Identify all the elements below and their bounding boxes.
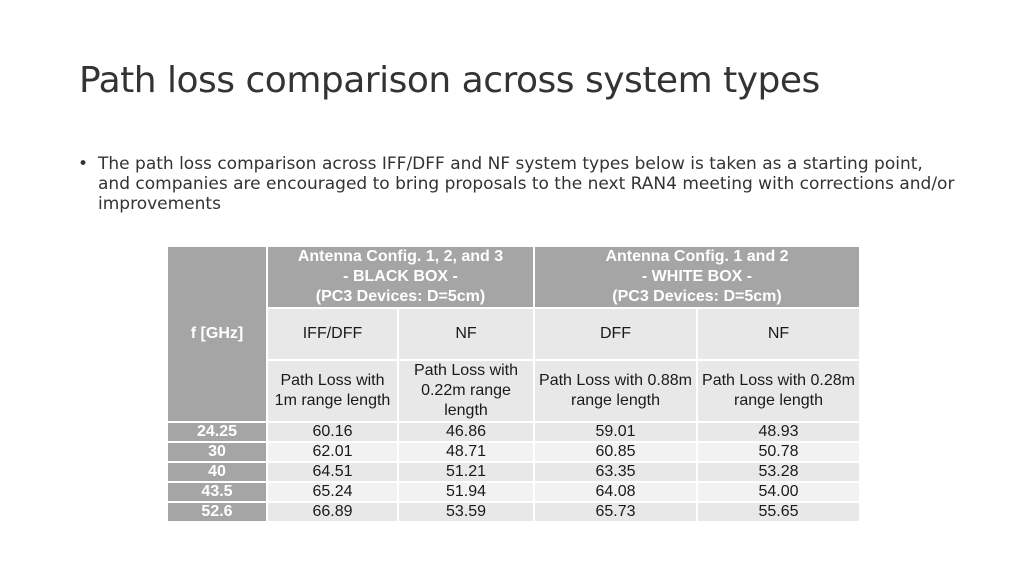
value-cell: 60.16 <box>267 422 398 442</box>
value-cell: 65.24 <box>267 482 398 502</box>
group-header-line: (PC3 Devices: D=5cm) <box>315 288 486 305</box>
value-cell: 54.00 <box>697 482 860 502</box>
value-cell: 66.89 <box>267 502 398 522</box>
table-row <box>167 422 860 442</box>
value-cell: 64.51 <box>267 462 398 482</box>
desc-header: Path Loss with 0.28m range length <box>697 360 860 422</box>
bullet-icon: • <box>78 154 89 174</box>
value-cell: 46.86 <box>398 422 534 442</box>
group-header-line: Antenna Config. 1, 2, and 3 <box>297 248 504 265</box>
value-cell: 53.59 <box>398 502 534 522</box>
value-cell: 60.85 <box>534 442 697 462</box>
freq-header: f [GHz] <box>167 246 267 422</box>
value-cell: 59.01 <box>534 422 697 442</box>
slide-title: Path loss comparison across system types <box>79 60 820 101</box>
group-header-line: - WHITE BOX - <box>641 268 753 285</box>
sub-header: DFF <box>534 308 697 360</box>
value-cell: 51.21 <box>398 462 534 482</box>
sub-header: IFF/DFF <box>267 308 398 360</box>
freq-cell: 43.5 <box>167 482 267 502</box>
value-cell: 64.08 <box>534 482 697 502</box>
desc-header: Path Loss with 0.22m range length <box>398 360 534 422</box>
group-header-white-box <box>534 246 860 308</box>
table-row <box>167 462 860 482</box>
value-cell: 55.65 <box>697 502 860 522</box>
desc-header: Path Loss with 0.88m range length <box>534 360 697 422</box>
group-header-line: (PC3 Devices: D=5cm) <box>612 288 782 305</box>
freq-cell: 30 <box>167 442 267 462</box>
bullet-point <box>78 154 958 214</box>
table-row <box>167 482 860 502</box>
value-cell: 63.35 <box>534 462 697 482</box>
freq-cell: 52.6 <box>167 502 267 522</box>
table-row <box>167 442 860 462</box>
group-header-black-box <box>267 246 534 308</box>
value-cell: 51.94 <box>398 482 534 502</box>
table-row <box>167 502 860 522</box>
value-cell: 48.93 <box>697 422 860 442</box>
freq-cell: 24.25 <box>167 422 267 442</box>
path-loss-table <box>166 245 861 523</box>
bullet-text: The path loss comparison across IFF/DFF and NF system types below is taken as a starting point, and companies are encouraged to bring proposals to the next RAN4 meeting with corrections and/or improvements <box>98 154 955 214</box>
value-cell: 65.73 <box>534 502 697 522</box>
value-cell: 50.78 <box>697 442 860 462</box>
sub-header: NF <box>697 308 860 360</box>
freq-cell: 40 <box>167 462 267 482</box>
group-header-line: Antenna Config. 1 and 2 <box>605 248 789 265</box>
group-header-line: - BLACK BOX - <box>343 268 458 285</box>
value-cell: 48.71 <box>398 442 534 462</box>
value-cell: 53.28 <box>697 462 860 482</box>
sub-header: NF <box>398 308 534 360</box>
value-cell: 62.01 <box>267 442 398 462</box>
desc-header: Path Loss with 1m range length <box>267 360 398 422</box>
